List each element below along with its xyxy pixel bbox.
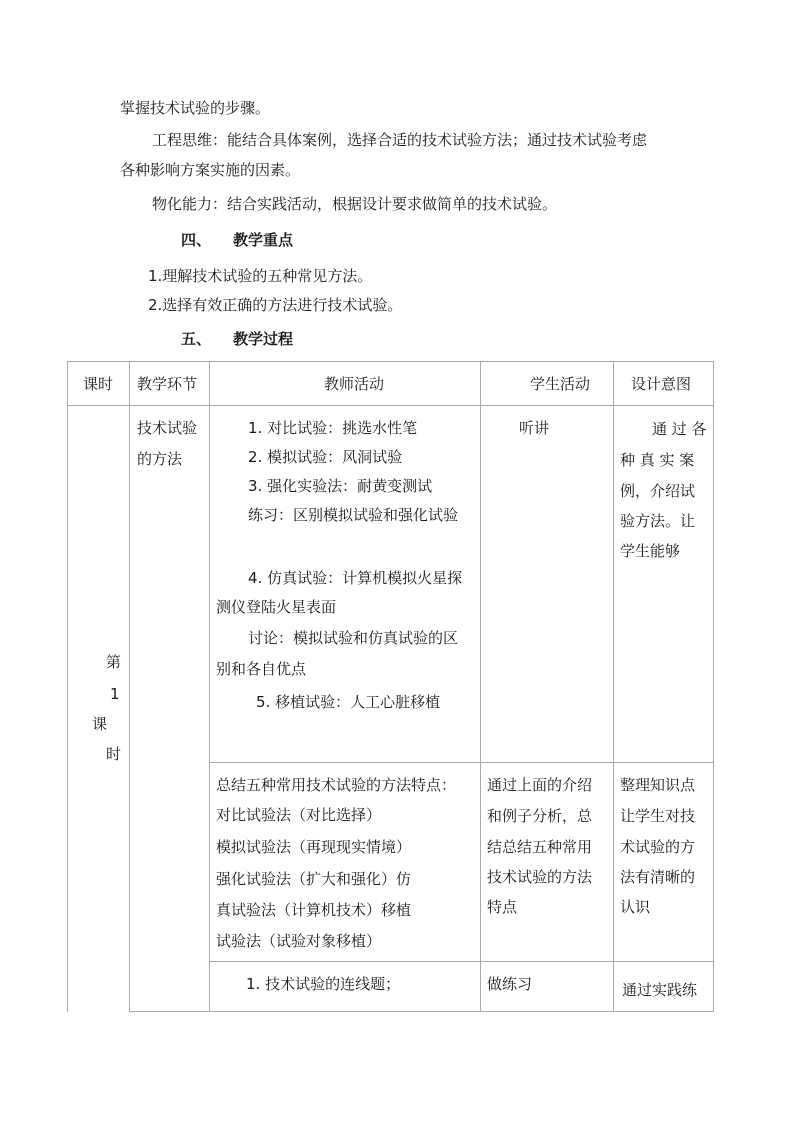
key-point-2: 2.选择有效正确的方法进行技术试验。 xyxy=(148,296,403,314)
header-lesson-period: 课时 xyxy=(83,375,114,393)
intent-r2-line-1: 整理知识点 xyxy=(620,776,696,794)
teacher-r2-line-1: 总结五种常用技术试验的方法特点： xyxy=(216,776,457,794)
lesson-char-2: 1 xyxy=(110,685,120,703)
col-border-right xyxy=(713,361,714,1012)
paragraph-engineering-thinking-cont: 各种影响方案实施的因素。 xyxy=(120,161,301,179)
teacher-r2-line-3: 模拟试验法（再现现实情境） xyxy=(216,838,412,856)
paragraph-skills-steps: 掌握技术试验的步骤。 xyxy=(120,99,271,117)
row-3-bottom-border xyxy=(129,1011,714,1012)
teacher-r1-line-8: 别和各自优点 xyxy=(216,660,307,678)
intent-r1-line-2: 种 真 实 案 xyxy=(620,451,695,469)
intent-r1-line-5: 学生能够 xyxy=(620,542,681,560)
table-header-bottom xyxy=(67,405,714,406)
stage-line-2: 的方法 xyxy=(137,450,183,468)
student-r2-line-2: 和例子分析，总 xyxy=(487,807,593,825)
teacher-r1-line-4: 练习：区别模拟试验和强化试验 xyxy=(248,506,459,524)
student-r1: 听讲 xyxy=(519,419,550,437)
row-1-bottom-border xyxy=(209,762,714,763)
col-border-left xyxy=(67,361,68,1012)
col-border-3 xyxy=(480,361,481,1012)
header-teacher-activity: 教师活动 xyxy=(324,375,385,393)
teacher-r2-line-5: 真试验法（计算机技术）移植 xyxy=(216,901,412,919)
teacher-r1-line-7: 讨论：模拟试验和仿真试验的区 xyxy=(248,629,459,647)
intent-r3: 通过实践练 xyxy=(622,981,698,999)
key-point-1: 1.理解技术试验的五种常见方法。 xyxy=(148,267,373,285)
stage-line-1: 技术试验 xyxy=(137,419,198,437)
col-border-1 xyxy=(129,361,130,1012)
student-r3: 做练习 xyxy=(487,975,533,993)
teacher-r3-line-1: 1. 技术试验的连线题； xyxy=(246,975,401,993)
teacher-r2-line-4: 强化试验法（扩大和强化）仿 xyxy=(216,870,412,888)
intent-r2-line-5: 认识 xyxy=(620,898,651,916)
student-r2-line-4: 技术试验的方法 xyxy=(487,868,593,886)
header-design-intent: 设计意图 xyxy=(631,375,692,393)
teacher-r1-line-2: 2. 模拟试验：风洞试验 xyxy=(248,448,403,466)
intent-r1-line-4: 验方法。让 xyxy=(620,512,696,530)
section-5-number: 五、 xyxy=(181,330,212,348)
intent-r2-line-3: 术试验的方 xyxy=(620,838,696,856)
teacher-r2-line-2: 对比试验法（对比选择） xyxy=(216,806,382,824)
teacher-r1-line-6: 测仪登陆火星表面 xyxy=(216,598,337,616)
teacher-r1-line-9: 5. 移植试验：人工心脏移植 xyxy=(256,693,441,711)
teacher-r1-line-1: 1. 对比试验：挑选水性笔 xyxy=(248,419,418,437)
intent-r1-line-3: 例，介绍试 xyxy=(620,482,696,500)
intent-r1-line-1: 通 过 各 xyxy=(652,420,707,438)
teacher-r2-line-6: 试验法（试验对象移植） xyxy=(216,932,382,950)
section-4-title: 教学重点 xyxy=(233,231,294,249)
lesson-char-3: 课 xyxy=(92,715,108,733)
student-r2-line-1: 通过上面的介绍 xyxy=(487,776,593,794)
intent-r2-line-2: 让学生对技 xyxy=(620,807,696,825)
lesson-char-4: 时 xyxy=(106,745,122,763)
paragraph-engineering-thinking: 工程思维：能结合具体案例，选择合适的技术试验方法；通过技术试验考虑 xyxy=(152,131,648,149)
teacher-r1-line-5: 4. 仿真试验：计算机模拟火星探 xyxy=(248,569,463,587)
header-student-activity: 学生活动 xyxy=(530,375,591,393)
row-2-bottom-border xyxy=(209,961,714,962)
lesson-char-1: 第 xyxy=(106,653,122,671)
col-border-2 xyxy=(209,361,210,1012)
intent-r2-line-4: 法有清晰的 xyxy=(620,868,696,886)
section-4-number: 四、 xyxy=(181,231,212,249)
paragraph-materialization-ability: 物化能力：结合实践活动，根据设计要求做简单的技术试验。 xyxy=(152,195,558,213)
teacher-r1-line-3: 3. 强化实验法：耐黄变测试 xyxy=(248,477,433,495)
student-r2-line-5: 特点 xyxy=(487,898,518,916)
section-5-title: 教学过程 xyxy=(233,330,294,348)
table-border-top xyxy=(67,361,714,362)
col-border-4 xyxy=(613,361,614,1012)
student-r2-line-3: 结总结五种常用 xyxy=(487,838,593,856)
header-teaching-stage: 教学环节 xyxy=(137,375,198,393)
